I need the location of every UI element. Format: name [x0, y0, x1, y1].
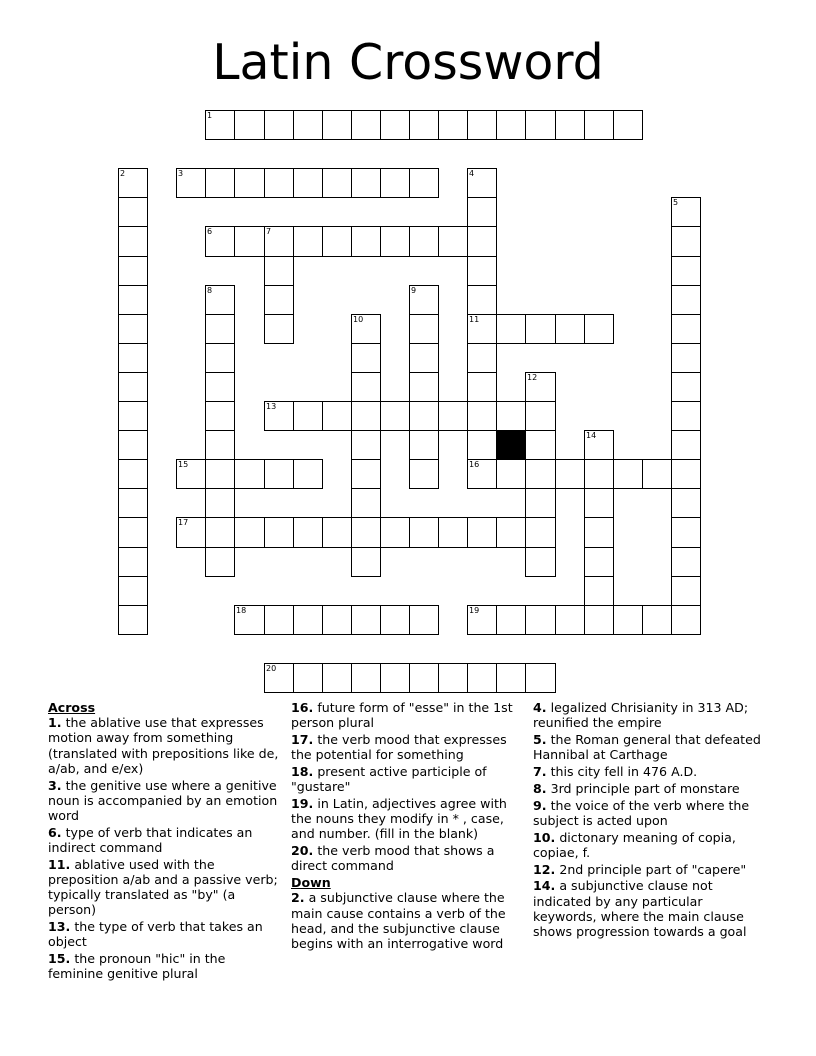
grid-cell[interactable] [409, 168, 439, 198]
down-clue: 10. dictonary meaning of copia, copiae, f. [533, 829, 736, 860]
clue-number: 11 [469, 315, 480, 324]
grid-cell[interactable] [671, 314, 701, 344]
grid-cell[interactable] [322, 605, 352, 635]
clue-number-label: 3. [48, 777, 62, 793]
grid-cell[interactable] [467, 517, 497, 548]
clue-number: 1 [207, 111, 213, 120]
grid-cell[interactable] [205, 401, 235, 431]
grid-cell[interactable] [467, 663, 497, 693]
grid-cell[interactable] [351, 605, 381, 635]
grid-cell[interactable] [438, 110, 468, 140]
clue-number: 9 [411, 286, 417, 295]
clue-number-label: 14. [533, 878, 556, 894]
across-clue: 20. the verb mood that shows a direct command [291, 843, 495, 874]
grid-cell[interactable] [525, 459, 556, 489]
clue-number-label: 19. [291, 796, 314, 811]
grid-cell[interactable] [671, 576, 701, 606]
grid-cell[interactable] [555, 110, 585, 140]
grid-cell[interactable] [496, 663, 526, 693]
grid-cell[interactable] [351, 547, 381, 577]
clues-column-2 [291, 700, 517, 953]
clue-number: 17 [178, 518, 189, 527]
down-clue: 5. the Roman general that defeated Hannibal at Carthage [533, 732, 761, 763]
grid-cell[interactable] [205, 343, 235, 373]
grid-cell[interactable] [322, 168, 352, 198]
across-clue: 15. the pronoun "hic" in the feminine genitive plural [48, 951, 226, 982]
grid-cell[interactable] [264, 517, 294, 548]
clue-number-label: 15. [48, 951, 71, 967]
grid-cell[interactable] [671, 459, 701, 489]
grid-cell[interactable] [118, 372, 148, 402]
clue-number-label: 17. [291, 732, 314, 747]
grid-cell[interactable] [409, 314, 439, 344]
clue-number-label: 11. [48, 856, 71, 872]
grid-cell[interactable] [584, 517, 614, 548]
grid-cell[interactable] [467, 372, 497, 402]
grid-cell[interactable] [264, 168, 294, 198]
grid-cell[interactable] [496, 314, 526, 344]
grid-cell[interactable] [467, 226, 497, 257]
grid-cell[interactable] [613, 605, 643, 635]
grid-cell[interactable] [118, 605, 148, 635]
grid-cell[interactable] [351, 168, 381, 198]
clue-number-label: 9. [533, 797, 547, 813]
grid-cell[interactable] [467, 285, 497, 315]
grid-cell[interactable] [322, 226, 352, 257]
clues-column-3 [533, 700, 763, 941]
grid-cell[interactable] [351, 517, 381, 548]
grid-cell[interactable] [525, 401, 556, 431]
grid-cell[interactable] [671, 488, 701, 518]
clue-number-label: 12. [533, 861, 556, 877]
grid-cell[interactable] [555, 459, 585, 489]
grid-cell[interactable] [351, 430, 381, 460]
grid-cell[interactable] [409, 372, 439, 402]
clue-number: 12 [527, 373, 538, 382]
grid-cell[interactable] [584, 488, 614, 518]
clue-number: 4 [469, 169, 475, 178]
grid-cell[interactable] [409, 459, 439, 489]
down-clue: 14. a subjunctive clause not indicated by any particular keywords, where the main clause shows progression towards a goal [533, 878, 747, 939]
grid-cell[interactable] [496, 517, 526, 548]
grid-cell[interactable] [322, 110, 352, 140]
grid-cell[interactable] [409, 430, 439, 460]
grid-cell[interactable] [264, 256, 294, 286]
across-clue: 1. the ablative use that expresses motion away from something (translated with prepositions like de, a/ab, and e/ex) [48, 715, 279, 776]
grid-cell[interactable] [205, 372, 235, 402]
grid-cell[interactable] [525, 430, 556, 460]
clue-number: 14 [586, 431, 597, 440]
clue-number-label: 8. [533, 780, 547, 796]
grid-cell[interactable] [118, 285, 148, 315]
across-clue: 16. future form of "esse" in the 1st person plural [291, 700, 513, 731]
grid-cell[interactable] [555, 314, 585, 344]
grid-cell[interactable] [409, 663, 439, 693]
clue-number-label: 16. [291, 700, 314, 715]
grid-cell[interactable] [351, 372, 381, 402]
grid-cell[interactable] [118, 430, 148, 460]
clue-number: 18 [236, 606, 247, 615]
grid-cell[interactable] [584, 314, 614, 344]
across-clue: 3. the genitive use where a genitive noun is accompanied by an emotion word [48, 777, 278, 824]
grid-cell[interactable] [496, 401, 526, 431]
grid-cell[interactable] [380, 168, 410, 198]
clues-column-1 [48, 700, 282, 983]
down-clue: 9. the voice of the verb where the subject is acted upon [533, 797, 750, 828]
grid-cell[interactable] [438, 226, 468, 257]
grid-cell[interactable] [525, 314, 556, 344]
clue-number: 8 [207, 286, 213, 295]
grid-cell[interactable] [205, 547, 235, 577]
grid-cell[interactable] [496, 110, 526, 140]
grid-cell[interactable] [467, 430, 497, 460]
grid-cell[interactable] [205, 488, 235, 518]
grid-cell[interactable] [496, 605, 526, 635]
grid-cell[interactable] [293, 459, 323, 489]
grid-cell[interactable] [118, 343, 148, 373]
grid-cell[interactable] [205, 314, 235, 344]
clue-number: 7 [266, 227, 272, 236]
grid-cell[interactable] [613, 459, 643, 489]
grid-cell[interactable] [118, 226, 148, 257]
clue-number-label: 4. [533, 700, 547, 715]
grid-cell[interactable] [118, 517, 148, 548]
grid-cell[interactable] [671, 226, 701, 257]
grid-cell[interactable] [409, 343, 439, 373]
grid-cell[interactable] [467, 110, 497, 140]
grid-cell[interactable] [584, 459, 614, 489]
grid-cell[interactable] [351, 110, 381, 140]
clue-number: 16 [469, 460, 480, 469]
grid-cell[interactable] [642, 605, 672, 635]
grid-cell[interactable] [234, 226, 265, 257]
grid-cell[interactable] [264, 605, 294, 635]
across-clue: 17. the verb mood that expresses the potential for something [291, 732, 507, 763]
grid-cell[interactable] [671, 547, 701, 577]
grid-cell[interactable] [322, 401, 352, 431]
grid-cell[interactable] [118, 488, 148, 518]
grid-cell[interactable] [525, 517, 556, 548]
clue-number: 19 [469, 606, 480, 615]
grid-cell[interactable] [205, 517, 235, 548]
down-clue: 7. this city fell in 476 A.D. [533, 764, 698, 779]
down-heading: Down [291, 875, 331, 891]
grid-cell[interactable] [118, 576, 148, 606]
grid-cell[interactable] [409, 226, 439, 257]
grid-cell[interactable] [525, 605, 556, 635]
grid-cell[interactable] [671, 343, 701, 373]
clue-number: 13 [266, 402, 277, 411]
clue-number: 6 [207, 227, 213, 236]
clue-number-label: 2. [291, 890, 305, 906]
grid-cell[interactable] [118, 459, 148, 489]
clue-number: 2 [120, 169, 126, 178]
down-clue: 2. a subjunctive clause where the main cause contains a verb of the head, and the subjunctive clause begins with an interrogative word [291, 890, 506, 952]
page-title: Latin Crossword [212, 34, 604, 91]
across-clue: 6. type of verb that indicates an indirect command [48, 824, 253, 856]
grid-cell[interactable] [380, 226, 410, 257]
grid-cell[interactable] [584, 110, 614, 140]
grid-cell[interactable] [613, 110, 643, 140]
grid-cell[interactable] [351, 226, 381, 257]
grid-cell[interactable] [118, 547, 148, 577]
clue-number-label: 13. [48, 919, 71, 935]
grid-cell[interactable] [525, 110, 556, 140]
down-clue: 4. legalized Chrisianity in 313 AD; reunified the empire [533, 700, 749, 731]
grid-cell[interactable] [642, 459, 672, 489]
across-clue: 11. ablative used with the preposition a/ab and a passive verb; typically translated as "by" (a person) [48, 856, 278, 918]
grid-cell[interactable] [293, 663, 323, 693]
grid-cell[interactable] [351, 401, 381, 431]
grid-cell[interactable] [671, 517, 701, 548]
grid-cell[interactable] [467, 197, 497, 227]
clue-number: 20 [266, 664, 277, 673]
grid-cell[interactable] [380, 663, 410, 693]
grid-cell[interactable] [293, 401, 323, 431]
grid-cell[interactable] [584, 576, 614, 606]
grid-cell[interactable] [264, 314, 294, 344]
grid-cell[interactable] [293, 226, 323, 257]
grid-cell[interactable] [467, 401, 497, 431]
grid-cell[interactable] [322, 517, 352, 548]
clue-number-label: 6. [48, 824, 62, 840]
grid-cell[interactable] [671, 605, 701, 635]
black-cell [496, 430, 526, 460]
grid-cell[interactable] [555, 605, 585, 635]
clue-number-label: 5. [533, 732, 547, 747]
clue-number-label: 18. [291, 764, 314, 779]
grid-cell[interactable] [409, 605, 439, 635]
grid-cell[interactable] [671, 430, 701, 460]
clue-number-label: 20. [291, 843, 314, 859]
down-clue: 12. 2nd principle part of "capere" [533, 861, 747, 877]
grid-cell[interactable] [264, 285, 294, 315]
down-clue: 8. 3rd principle part of monstare [533, 780, 740, 796]
grid-cell[interactable] [467, 256, 497, 286]
grid-cell[interactable] [438, 401, 468, 431]
clue-number: 3 [178, 169, 184, 178]
grid-cell[interactable] [438, 663, 468, 693]
grid-cell[interactable] [351, 459, 381, 489]
grid-cell[interactable] [205, 168, 235, 198]
grid-cell[interactable] [351, 663, 381, 693]
grid-cell[interactable] [205, 430, 235, 460]
grid-cell[interactable] [351, 343, 381, 373]
grid-cell[interactable] [380, 517, 410, 548]
grid-cell[interactable] [118, 314, 148, 344]
grid-cell[interactable] [380, 401, 410, 431]
grid-cell[interactable] [467, 343, 497, 373]
grid-cell[interactable] [409, 401, 439, 431]
clue-number-label: 7. [533, 764, 547, 779]
grid-cell[interactable] [293, 605, 323, 635]
grid-cell[interactable] [525, 663, 556, 693]
clue-number-label: 1. [48, 715, 62, 731]
grid-cell[interactable] [584, 547, 614, 577]
grid-cell[interactable] [671, 285, 701, 315]
grid-cell[interactable] [293, 110, 323, 140]
grid-cell[interactable] [351, 488, 381, 518]
grid-cell[interactable] [264, 459, 294, 489]
grid-cell[interactable] [293, 168, 323, 198]
grid-cell[interactable] [118, 256, 148, 286]
grid-cell[interactable] [438, 517, 468, 548]
grid-cell[interactable] [118, 197, 148, 227]
grid-cell[interactable] [525, 547, 556, 577]
grid-cell[interactable] [380, 110, 410, 140]
grid-cell[interactable] [234, 168, 265, 198]
grid-cell[interactable] [671, 401, 701, 431]
grid-cell[interactable] [525, 488, 556, 518]
grid-cell[interactable] [234, 459, 265, 489]
grid-cell[interactable] [322, 663, 352, 693]
across-clue: 19. in Latin, adjectives agree with the nouns they modify in * , case, and number. (fill in the blank) [291, 796, 507, 842]
clue-number: 10 [353, 315, 364, 324]
grid-cell[interactable] [234, 517, 265, 548]
across-clue: 18. present active participle of "gustare" [291, 764, 487, 795]
grid-cell[interactable] [671, 256, 701, 286]
grid-cell[interactable] [409, 110, 439, 140]
grid-cell[interactable] [264, 110, 294, 140]
across-heading: Across [48, 700, 96, 715]
across-clue: 13. the type of verb that takes an object [48, 919, 263, 950]
clue-number-label: 10. [533, 829, 556, 845]
grid-cell[interactable] [205, 459, 235, 489]
grid-cell[interactable] [671, 372, 701, 402]
grid-cell[interactable] [584, 605, 614, 635]
clue-number: 5 [673, 198, 679, 207]
grid-cell[interactable] [234, 110, 265, 140]
grid-cell[interactable] [293, 517, 323, 548]
grid-cell[interactable] [409, 517, 439, 548]
clue-number: 15 [178, 460, 189, 469]
grid-cell[interactable] [380, 605, 410, 635]
grid-cell[interactable] [496, 459, 526, 489]
grid-cell[interactable] [118, 401, 148, 431]
